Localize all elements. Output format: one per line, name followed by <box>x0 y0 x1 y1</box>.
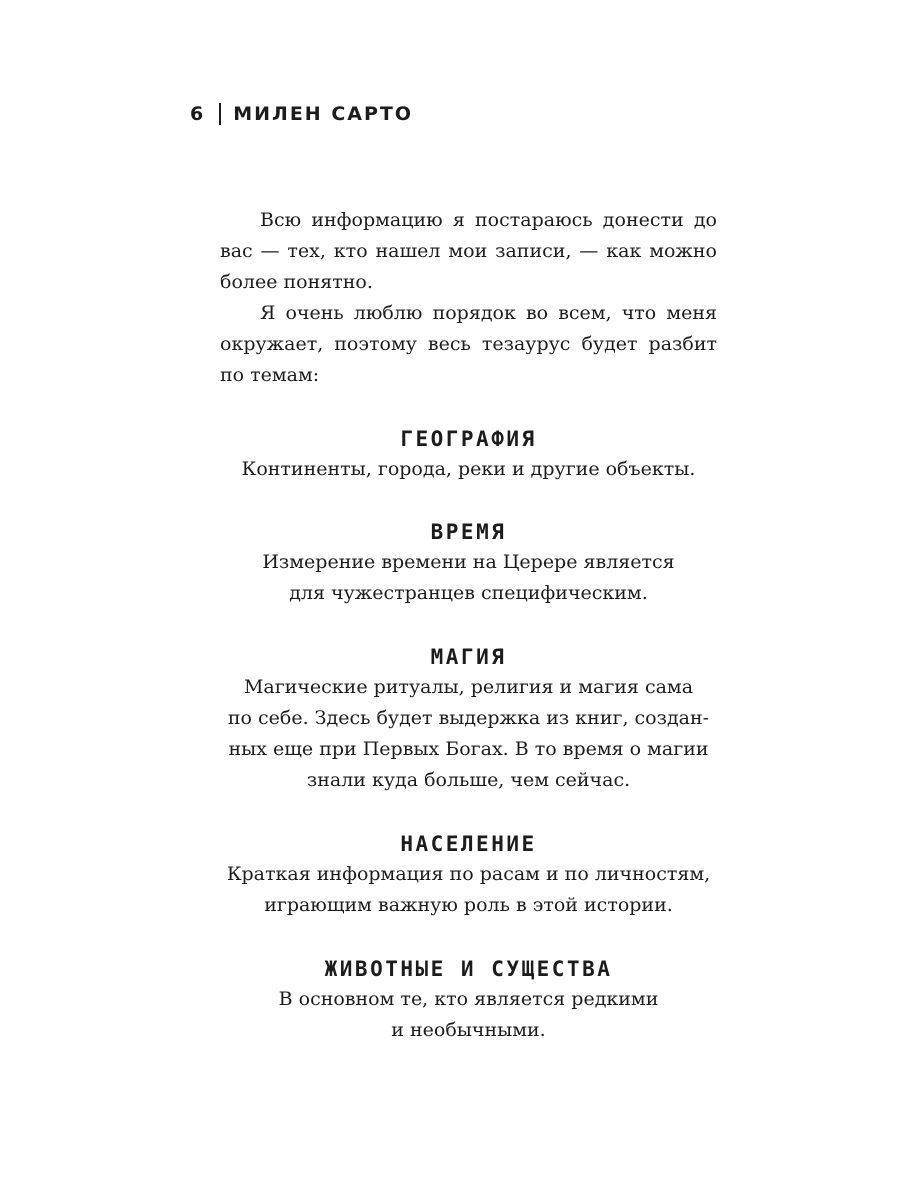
section-heading: ВРЕМЯ <box>430 520 507 544</box>
section-geography <box>220 424 717 485</box>
section-line: В основном те, кто является редкими <box>278 988 659 1010</box>
intro-paragraph: Я очень люблю порядок во всем, что меня окружает, поэтому весь тезаурус будет разбит по темам: <box>220 302 717 386</box>
section-line: Континенты, города, реки и другие объекты. <box>241 458 696 480</box>
section-line: Краткая информация по расам и по личностям, <box>226 863 711 885</box>
intro-paragraph: Всю информацию я постараюсь донести до вас — тех, кто нашел мои записи, — как можно более понятно. <box>220 209 717 293</box>
section-line: и необычными. <box>391 1019 546 1041</box>
section-heading: ГЕОГРАФИЯ <box>400 427 537 451</box>
section-line: знали куда больше, чем сейчас. <box>306 769 631 791</box>
section-line: играющим важную роль в этой истории. <box>264 894 673 916</box>
section-heading: ЖИВОТНЫЕ И СУЩЕСТВА <box>324 957 613 981</box>
running-head <box>190 102 413 126</box>
section-line: для чужестранцев специфическим. <box>289 582 648 604</box>
section-heading: МАГИЯ <box>430 645 507 669</box>
section-line: ных еще при Первых Богах. В то время о магии <box>228 738 709 760</box>
header-divider <box>219 103 221 125</box>
section-population <box>220 829 717 921</box>
section-line: Измерение времени на Церере является <box>262 551 675 573</box>
section-time <box>220 517 717 609</box>
section-line: Магические ритуалы, религия и магия сама <box>243 676 694 698</box>
author-name: МИЛЕН САРТО <box>233 103 414 125</box>
page-number: 6 <box>190 103 206 125</box>
intro-text <box>220 205 717 391</box>
section-magic <box>220 642 717 796</box>
section-heading: НАСЕЛЕНИЕ <box>400 832 537 856</box>
section-animals <box>220 954 717 1046</box>
section-line: по себе. Здесь будет выдержка из книг, создан- <box>227 707 710 729</box>
